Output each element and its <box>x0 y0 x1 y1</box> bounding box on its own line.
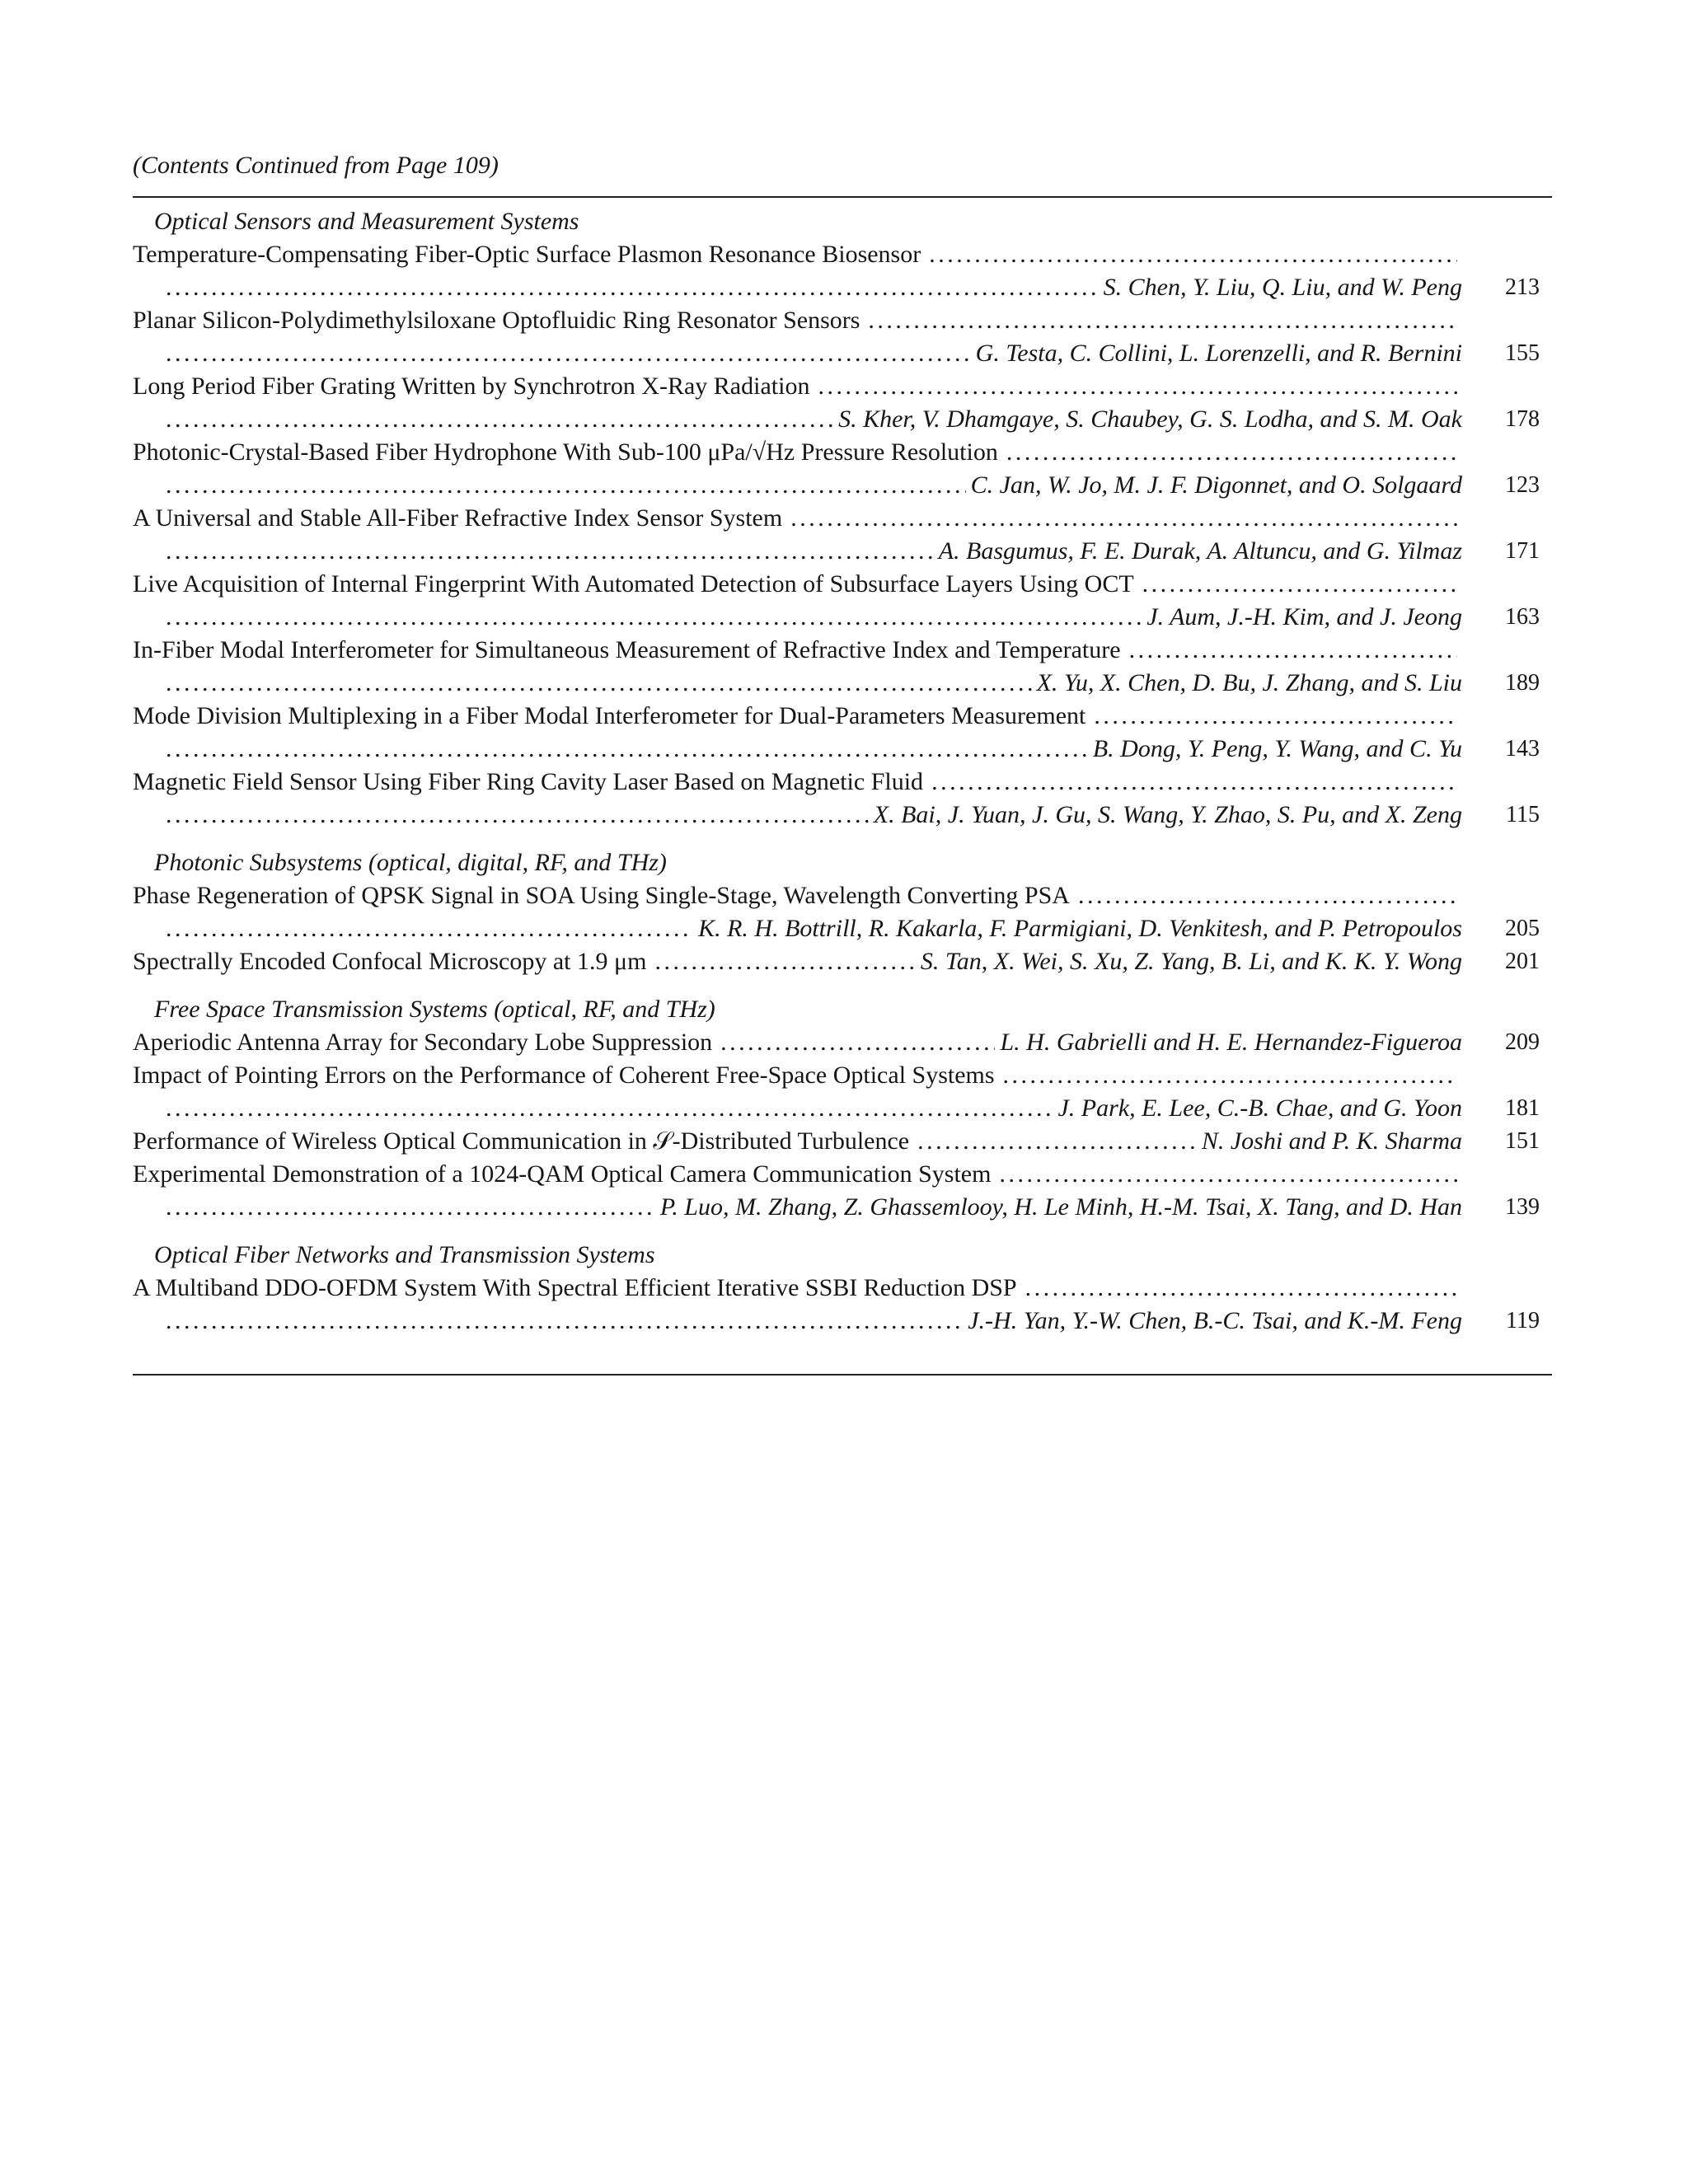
toc-section <box>133 846 1552 978</box>
entry-title-line <box>133 1272 1552 1305</box>
entry-author-row <box>166 799 1462 832</box>
entry-title: Long Period Fiber Grating Written by Synchrotron X-Ray Radiation <box>133 373 810 400</box>
dot-leader <box>166 535 934 568</box>
toc-entry[interactable] <box>133 1059 1552 1125</box>
entry-title-row <box>133 634 1462 667</box>
entry-title: Impact of Pointing Errors on the Performance of Coherent Free-Space Optical Systems <box>133 1062 995 1089</box>
dot-leader <box>166 469 966 502</box>
entry-author-line <box>133 912 1552 945</box>
dot-leader <box>720 1026 995 1059</box>
toc-entry[interactable] <box>133 766 1552 832</box>
dot-leader <box>166 271 1099 304</box>
entry-title: Temperature-Compensating Fiber-Optic Surface Plasmon Resonance Biosensor <box>133 241 921 268</box>
entry-page-number: 163 <box>1505 604 1540 630</box>
entry-author-row <box>166 733 1462 766</box>
toc-entry[interactable] <box>133 1026 1552 1059</box>
entry-page-number: 178 <box>1505 406 1540 432</box>
entry-title-row <box>133 1272 1462 1305</box>
entry-author-row <box>166 469 1462 502</box>
entry-authors: S. Kher, V. Dhamgaye, S. Chaubey, G. S. Lodha, and S. M. Oak <box>838 405 1462 433</box>
dot-leader <box>166 1092 1053 1125</box>
section-title: Optical Fiber Networks and Transmission Systems <box>154 1241 655 1268</box>
entry-authors: X. Yu, X. Chen, D. Bu, J. Zhang, and S. Liu <box>1036 669 1462 696</box>
entry-page-number: 181 <box>1505 1095 1540 1121</box>
entry-title-line <box>133 1059 1552 1092</box>
toc-section <box>133 993 1552 1224</box>
entry-page-number: 139 <box>1505 1194 1540 1220</box>
entry-title: Planar Silicon-Polydimethylsiloxane Optofluidic Ring Resonator Sensors <box>133 307 860 334</box>
toc-entry[interactable] <box>133 568 1552 634</box>
entry-title-row <box>133 1059 1462 1092</box>
entry-author-row <box>166 912 1462 945</box>
entry-author-row <box>166 601 1462 634</box>
entry-title-row <box>133 766 1462 799</box>
entry-title: Aperiodic Antenna Array for Secondary Lobe Suppression <box>133 1029 713 1056</box>
entry-author-line <box>133 337 1552 370</box>
entry-page-number: 205 <box>1505 916 1540 941</box>
entry-authors: C. Jan, W. Jo, M. J. F. Digonnet, and O. Solgaard <box>970 471 1462 499</box>
entry-author-line <box>133 733 1552 766</box>
toc-entry[interactable] <box>133 1272 1552 1338</box>
entry-leader-row <box>133 945 1462 978</box>
entry-leader-row <box>133 1125 1462 1158</box>
entry-author-row <box>166 271 1462 304</box>
entry-authors: P. Luo, M. Zhang, Z. Ghassemlooy, H. Le Minh, H.-M. Tsai, X. Tang, and D. Han <box>659 1193 1462 1221</box>
entry-title: A Multiband DDO-OFDM System With Spectral Efficient Iterative SSBI Reduction DSP <box>133 1274 1017 1301</box>
dot-leader <box>166 1191 655 1224</box>
entry-author-line <box>133 469 1552 502</box>
toc-entry[interactable] <box>133 238 1552 304</box>
entry-page-number: 115 <box>1506 802 1540 827</box>
entry-title-line <box>133 766 1552 799</box>
entry-page-number: 171 <box>1505 538 1540 564</box>
entry-title: Performance of Wireless Optical Communication in 𝒮-Distributed Turbulence <box>133 1127 910 1155</box>
dot-leader <box>917 1125 1197 1158</box>
entry-title-line <box>133 238 1552 271</box>
entry-page-number: 209 <box>1505 1029 1540 1055</box>
entry-authors: G. Testa, C. Collini, L. Lorenzelli, and R. Bernini <box>975 340 1462 367</box>
toc-entry[interactable] <box>133 700 1552 766</box>
entry-title-line <box>133 1158 1552 1191</box>
entry-authors: S. Chen, Y. Liu, Q. Liu, and W. Peng <box>1103 274 1462 301</box>
section-title: Optical Sensors and Measurement Systems <box>154 208 579 235</box>
entry-title-line <box>133 568 1552 601</box>
entry-author-row <box>166 1305 1462 1338</box>
dot-leader <box>999 1158 1457 1191</box>
dot-leader <box>166 601 1142 634</box>
entry-title-row <box>133 568 1462 601</box>
section-title: Free Space Transmission Systems (optical, RF, and THz) <box>154 996 715 1023</box>
entry-page-number: 119 <box>1506 1308 1540 1333</box>
entry-title: Magnetic Field Sensor Using Fiber Ring Cavity Laser Based on Magnetic Fluid <box>133 768 924 795</box>
entry-author-line <box>133 1092 1552 1125</box>
entry-authors: J.-H. Yan, Y.-W. Chen, B.-C. Tsai, and K.-M. Feng <box>968 1307 1462 1334</box>
entry-title-line <box>133 502 1552 535</box>
entry-authors: S. Tan, X. Wei, S. Xu, Z. Yang, B. Li, and K. K. Y. Wong <box>920 948 1462 975</box>
entry-author-line <box>133 403 1552 436</box>
bottom-rule <box>133 1374 1552 1376</box>
dot-leader <box>1142 568 1457 601</box>
entry-leader-row <box>133 1026 1462 1059</box>
entry-title: Live Acquisition of Internal Fingerprint With Automated Detection of Subsurface Layers Using OCT <box>133 570 1134 598</box>
entry-page-number: 123 <box>1505 472 1540 498</box>
toc-entry[interactable] <box>133 634 1552 700</box>
entry-title-line <box>133 304 1552 337</box>
toc-section <box>133 205 1552 832</box>
dot-leader <box>166 403 833 436</box>
entry-authors: A. Basgumus, F. E. Durak, A. Altuncu, and G. Yilmaz <box>938 537 1462 565</box>
entry-author-row <box>166 337 1462 370</box>
toc-page <box>133 0 1552 2184</box>
entry-author-line <box>133 799 1552 832</box>
entry-title: In-Fiber Modal Interferometer for Simultaneous Measurement of Refractive Index and Temperature <box>133 636 1121 663</box>
contents-continued-note: (Contents Continued from Page 109) <box>133 152 499 179</box>
dot-leader <box>1078 879 1457 912</box>
entry-title-row <box>133 304 1462 337</box>
entry-title: Phase Regeneration of QPSK Signal in SOA Using Single-Stage, Wavelength Converting PSA <box>133 882 1070 909</box>
entry-page-number: 151 <box>1505 1128 1540 1154</box>
dot-leader <box>1006 436 1457 469</box>
entry-title-row <box>133 700 1462 733</box>
dot-leader <box>931 766 1457 799</box>
entry-title-row <box>133 370 1462 403</box>
dot-leader <box>1025 1272 1457 1305</box>
entry-page-number: 143 <box>1505 736 1540 762</box>
entry-authors: J. Aum, J.-H. Kim, and J. Jeong <box>1146 603 1462 630</box>
entry-author-line <box>133 1191 1552 1224</box>
entry-title-row <box>133 879 1462 912</box>
entry-title-row <box>133 1158 1462 1191</box>
dot-leader <box>1003 1059 1457 1092</box>
entry-author-row <box>166 1092 1462 1125</box>
entry-author-line <box>133 535 1552 568</box>
entry-authors: L. H. Gabrielli and H. E. Hernandez-Figueroa <box>1000 1029 1462 1056</box>
dot-leader <box>166 733 1088 766</box>
entry-title: Mode Division Multiplexing in a Fiber Modal Interferometer for Dual-Parameters Measurement <box>133 702 1086 729</box>
entry-title: Photonic-Crystal-Based Fiber Hydrophone With Sub-100 μPa/√Hz Pressure Resolution <box>133 438 998 466</box>
toc-entry[interactable] <box>133 945 1552 978</box>
entry-author-row <box>166 403 1462 436</box>
entry-author-row <box>166 535 1462 568</box>
dot-leader <box>929 238 1457 271</box>
toc-entry[interactable] <box>133 879 1552 945</box>
entry-title-line <box>133 700 1552 733</box>
dot-leader <box>790 502 1457 535</box>
toc-entry[interactable] <box>133 370 1552 436</box>
entry-author-line <box>133 1305 1552 1338</box>
entry-author-line <box>133 271 1552 304</box>
entry-title-row <box>133 502 1462 535</box>
entry-title-row <box>133 238 1462 271</box>
entry-title: Spectrally Encoded Confocal Microscopy at 1.9 μm <box>133 948 647 975</box>
entry-title: A Universal and Stable All-Fiber Refractive Index Sensor System <box>133 504 783 532</box>
table-of-contents <box>133 205 1552 1338</box>
entry-author-row <box>166 1191 1462 1224</box>
entry-page-number: 155 <box>1505 340 1540 366</box>
dot-leader <box>166 337 971 370</box>
entry-authors: N. Joshi and P. K. Sharma <box>1201 1127 1462 1155</box>
entry-title: Experimental Demonstration of a 1024-QAM Optical Camera Communication System <box>133 1160 992 1188</box>
dot-leader <box>166 912 693 945</box>
entry-author-line <box>133 601 1552 634</box>
toc-section <box>133 1239 1552 1338</box>
toc-entry[interactable] <box>133 502 1552 568</box>
entry-title-line <box>133 436 1552 469</box>
dot-leader <box>166 667 1032 700</box>
entry-author-line <box>133 667 1552 700</box>
entry-author-row <box>166 667 1462 700</box>
top-rule <box>133 196 1552 198</box>
entry-authors: J. Park, E. Lee, C.-B. Chae, and G. Yoon <box>1057 1094 1462 1122</box>
dot-leader <box>166 799 869 832</box>
entry-title-row <box>133 436 1462 469</box>
section-title: Photonic Subsystems (optical, digital, RF, and THz) <box>154 849 667 876</box>
entry-page-number: 189 <box>1505 670 1540 696</box>
dot-leader <box>1094 700 1457 733</box>
entry-page-number: 201 <box>1505 949 1540 974</box>
dot-leader <box>818 370 1457 403</box>
entry-page-number: 213 <box>1505 274 1540 300</box>
toc-entry[interactable] <box>133 1125 1552 1158</box>
entry-title-line <box>133 370 1552 403</box>
entry-authors: B. Dong, Y. Peng, Y. Wang, and C. Yu <box>1092 735 1462 762</box>
entry-title-line <box>133 879 1552 912</box>
entry-authors: K. R. H. Bottrill, R. Kakarla, F. Parmigiani, D. Venkitesh, and P. Petropoulos <box>698 915 1462 942</box>
dot-leader <box>1129 634 1457 667</box>
dot-leader <box>868 304 1457 337</box>
toc-entry[interactable] <box>133 436 1552 502</box>
dot-leader <box>654 945 915 978</box>
toc-entry[interactable] <box>133 1158 1552 1224</box>
dot-leader <box>166 1305 963 1338</box>
toc-entry[interactable] <box>133 304 1552 370</box>
entry-title-line <box>133 634 1552 667</box>
entry-authors: X. Bai, J. Yuan, J. Gu, S. Wang, Y. Zhao, S. Pu, and X. Zeng <box>873 801 1462 828</box>
